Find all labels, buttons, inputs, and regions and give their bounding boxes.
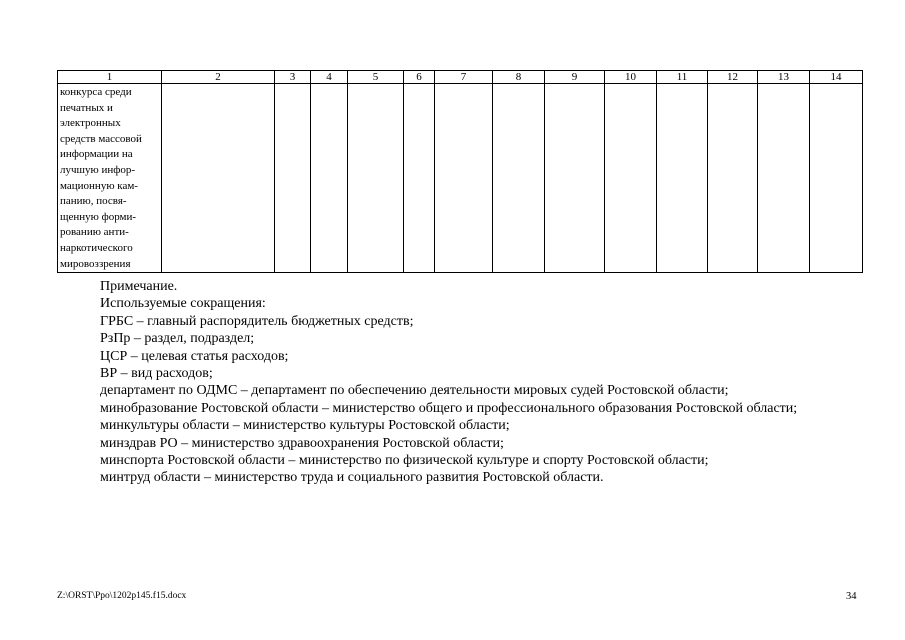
table-cell-empty bbox=[708, 84, 758, 273]
table-cell-empty bbox=[657, 84, 708, 273]
table-cell-empty bbox=[810, 84, 863, 273]
cell-text-line: лучшую инфор- bbox=[60, 163, 136, 176]
abbreviation-line: минспорта Ростовской области – министерство по физической культуре и спорту Ростовской области; bbox=[100, 453, 709, 469]
table-cell-empty bbox=[605, 84, 657, 273]
abbreviation-line: минздрав РО – министерство здравоохранения Ростовской области; bbox=[100, 435, 504, 451]
abbreviation-line: РзПр – раздел, подраздел; bbox=[100, 331, 255, 347]
table-cell-empty bbox=[758, 84, 810, 273]
cell-text-line: информации на bbox=[60, 148, 133, 161]
abbreviation-line: минобразование Ростовской области – министерство общего и профессионального образования Ростовской области; bbox=[100, 400, 798, 416]
column-number-header: 9 bbox=[545, 71, 605, 84]
cell-text-line: электронных bbox=[60, 117, 121, 130]
column-number-header: 1 bbox=[58, 71, 162, 84]
column-number-header: 8 bbox=[493, 71, 545, 84]
notes-title: Примечание. bbox=[100, 279, 178, 294]
column-number-header: 7 bbox=[435, 71, 493, 84]
abbreviations-heading: Используемые сокращения: bbox=[100, 296, 266, 312]
footer-file-path: Z:\ORST\Ppo\1202p145.f15.docx bbox=[57, 591, 187, 601]
cell-text-line: мировоззрения bbox=[60, 257, 131, 270]
table-cell-empty bbox=[311, 84, 348, 273]
column-number-header: 13 bbox=[758, 71, 810, 84]
table-cell-empty bbox=[275, 84, 311, 273]
table-cell-empty bbox=[435, 84, 493, 273]
column-number-header: 3 bbox=[275, 71, 311, 84]
table-cell-empty bbox=[404, 84, 435, 273]
page-number: 34 bbox=[846, 591, 857, 602]
cell-text-line: щенную форми- bbox=[60, 210, 137, 223]
abbreviation-line: минкультуры области – министерство культуры Ростовской области; bbox=[100, 418, 510, 434]
column-number-header: 6 bbox=[404, 71, 435, 84]
table-cell-empty bbox=[545, 84, 605, 273]
abbreviation-line: ГРБС – главный распорядитель бюджетных средств; bbox=[100, 313, 414, 329]
cell-text-line: средств массовой bbox=[60, 132, 142, 145]
cell-text-line: панию, посвя- bbox=[60, 195, 127, 208]
table-row bbox=[58, 84, 863, 273]
column-number-header: 4 bbox=[311, 71, 348, 84]
table-cell-description bbox=[58, 84, 162, 273]
cell-text-line: конкурса среди bbox=[60, 86, 132, 98]
column-number-header: 11 bbox=[657, 71, 708, 84]
table-cell-empty bbox=[348, 84, 404, 273]
table-cell-empty bbox=[162, 84, 275, 273]
cell-text-line: рованию анти- bbox=[60, 226, 129, 239]
notes-section bbox=[100, 278, 797, 487]
column-number-header: 14 bbox=[810, 71, 863, 84]
abbreviation-line: департамент по ОДМС – департамент по обеспечению деятельности мировых судей Ростовской области; bbox=[100, 383, 729, 399]
table-cell-empty bbox=[493, 84, 545, 273]
cell-text-line: печатных и bbox=[60, 101, 113, 114]
abbreviation-line: ВР – вид расходов; bbox=[100, 366, 213, 382]
cell-text-line: мационную кам- bbox=[60, 179, 138, 192]
column-number-header: 2 bbox=[162, 71, 275, 84]
abbreviation-line: минтруд области – министерство труда и социального развития Ростовской области. bbox=[100, 470, 604, 486]
column-number-header: 12 bbox=[708, 71, 758, 84]
budget-table bbox=[57, 70, 863, 273]
column-number-header: 5 bbox=[348, 71, 404, 84]
cell-text-line: наркотического bbox=[60, 241, 133, 254]
column-number-header: 10 bbox=[605, 71, 657, 84]
table-header-row bbox=[58, 71, 863, 84]
abbreviation-line: ЦСР – целевая статья расходов; bbox=[100, 348, 289, 364]
